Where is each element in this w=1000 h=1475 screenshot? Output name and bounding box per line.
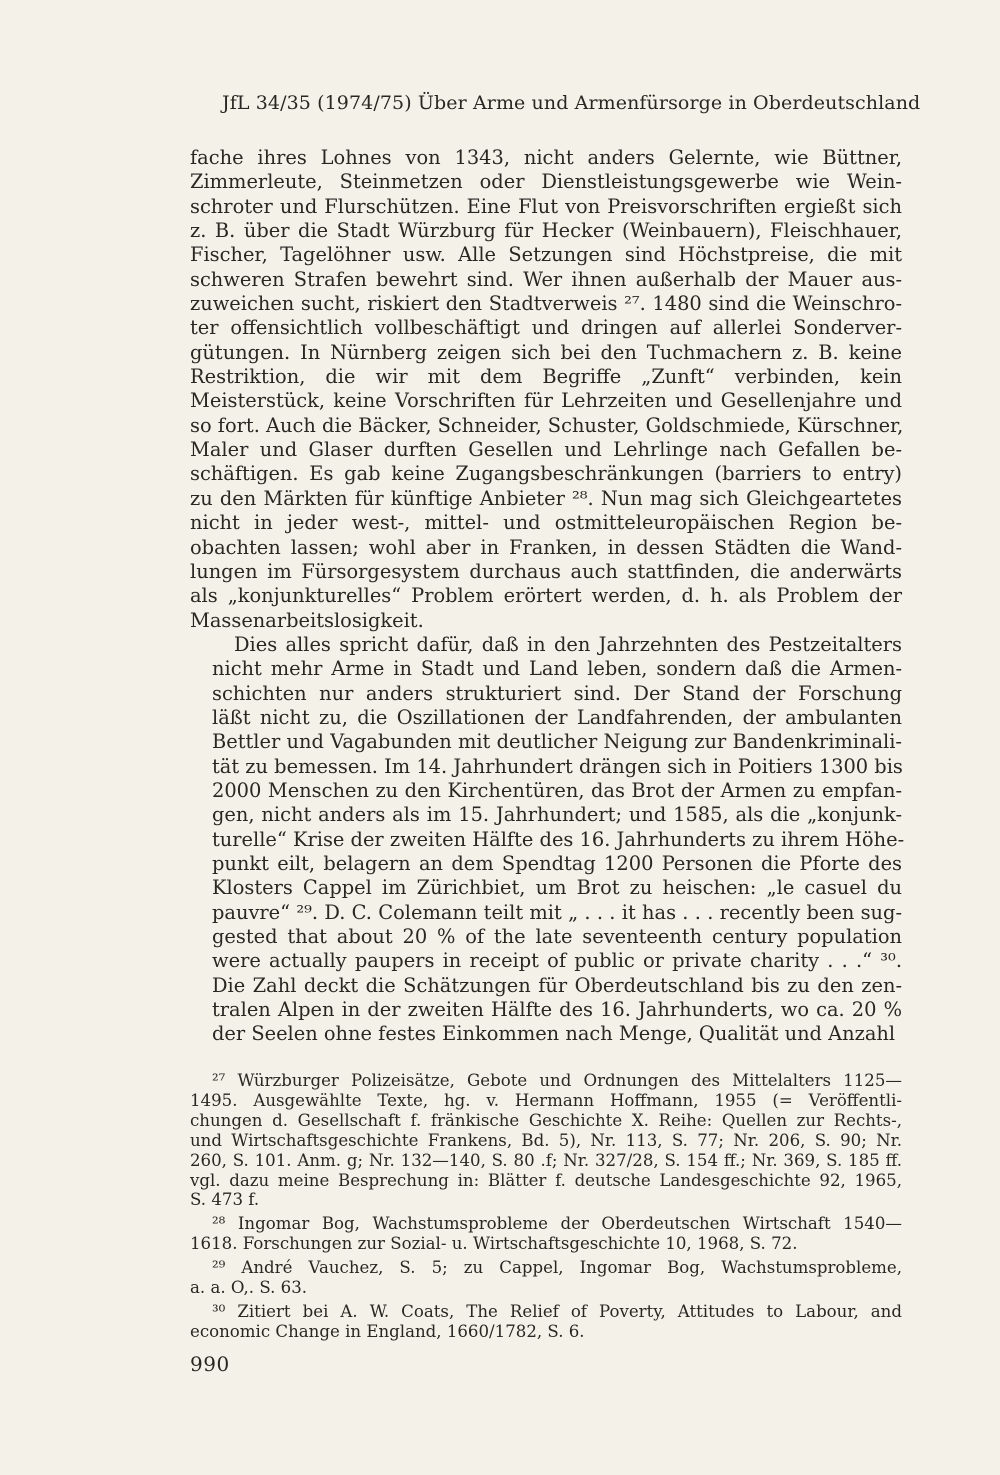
footnote-line: a. a. O,. S. 63. bbox=[190, 1278, 308, 1298]
paragraph-1-line: als „konjunkturelles“ Problem erörtert werden, d. h. als Problem der bbox=[190, 584, 902, 608]
paragraph-2-line: tät zu bemessen. Im 14. Jahrhundert drängen sich in Poitiers 1300 bis bbox=[212, 754, 903, 778]
paragraph-1-line: Fischer, Tagelöhner usw. Alle Setzungen sind Höchstpreise, die mit bbox=[190, 243, 902, 267]
paragraph-1-line: Meisterstück, keine Vorschriften für Lehrzeiten und Gesellenjahre und bbox=[190, 389, 902, 413]
footnote-27 bbox=[190, 1071, 902, 1210]
paragraph-2-line: were actually paupers in receipt of public or private charity . . .“ ³⁰. bbox=[212, 949, 902, 973]
paragraph-1-line: fache ihres Lohnes von 1343, nicht anders Gelernte, wie Büttner, bbox=[190, 146, 902, 169]
running-head: JfL 34/35 (1974/75) Über Arme und Armenfürsorge in Oberdeutschland bbox=[222, 92, 921, 114]
paragraph-1-line: Maler und Glaser durften Gesellen und Lehrlinge nach Gefallen be- bbox=[190, 438, 902, 462]
paragraph-1-line: schäftigen. Es gab keine Zugangsbeschränkungen (barriers to entry) bbox=[190, 462, 902, 486]
paragraph-1-line: schroter und Flurschützen. Eine Flut von Preisvorschriften ergießt sich bbox=[190, 194, 902, 218]
footnote-line: ²⁷ Würzburger Polizeisätze, Gebote und Ordnungen des Mittelalters 1125— bbox=[212, 1071, 902, 1090]
paragraph-2-line: Dies alles spricht dafür, daß in den Jahrzehnten des Pestzeitalters bbox=[234, 632, 902, 656]
paragraph-2-line: tralen Alpen in der zweiten Hälfte des 16. Jahrhunderts, wo ca. 20 % bbox=[212, 998, 902, 1022]
paragraph-2 bbox=[190, 632, 905, 1047]
paragraph-2-line: schichten nur anders strukturiert sind. Der Stand der Forschung bbox=[212, 681, 902, 705]
footnote-line: 1495. Ausgewählte Texte, hg. v. Hermann Hoffmann, 1955 (= Veröffentli- bbox=[190, 1090, 902, 1110]
paragraph-1-line: gütungen. In Nürnberg zeigen sich bei den Tuchmachern z. B. keine bbox=[190, 340, 902, 364]
page-number: 990 bbox=[190, 1352, 230, 1376]
paragraph-2-line: gen, nicht anders als im 15. Jahrhundert; und 1585, als die „konjunk- bbox=[212, 803, 902, 827]
footnote-line: 260, S. 101. Anm. g; Nr. 132—140, S. 80 .f; Nr. 327/28, S. 154 ff.; Nr. 369, S. 185 ff. bbox=[190, 1150, 902, 1170]
paragraph-1-line: zuweichen sucht, riskiert den Stadtverweis ²⁷. 1480 sind die Weinschro- bbox=[190, 292, 902, 316]
footnote-line: economic Change in England, 1660/1782, S. 6. bbox=[190, 1321, 585, 1341]
footnotes bbox=[190, 1071, 902, 1346]
paragraph-2-line: Bettler und Vagabunden mit deutlicher Neigung zur Bandenkriminali- bbox=[212, 730, 902, 754]
paragraph-2-line: pauvre“ ²⁹. D. C. Colemann teilt mit „ . . . it has . . . recently been sug- bbox=[212, 900, 902, 924]
paragraph-2-line: Die Zahl deckt die Schätzungen für Oberdeutschland bis zu den zen- bbox=[212, 973, 902, 997]
paragraph-1-line: zu den Märkten für künftige Anbieter ²⁸. Nun mag sich Gleichgeartetes bbox=[190, 486, 902, 510]
footnote-29 bbox=[190, 1258, 902, 1298]
paragraph-2-line: der Seelen ohne festes Einkommen nach Menge, Qualität und Anzahl bbox=[212, 1022, 896, 1046]
footnote-line: vgl. dazu meine Besprechung in: Blätter f. deutsche Landesgeschichte 92, 1965, bbox=[190, 1170, 902, 1190]
paragraph-2-line: 2000 Menschen zu den Kirchentüren, das Brot der Armen zu empfan- bbox=[212, 778, 902, 802]
paragraph-2-line: läßt nicht zu, die Oszillationen der Landfahrenden, der ambulanten bbox=[212, 705, 902, 729]
paragraph-2-line: gested that about 20 % of the late seventeenth century population bbox=[212, 925, 902, 948]
paragraph-1-line: obachten lassen; wohl aber in Franken, in dessen Städten die Wand- bbox=[190, 535, 902, 559]
paragraph-1-line: Zimmerleute, Steinmetzen oder Dienstleistungsgewerbe wie Wein- bbox=[190, 170, 902, 194]
paragraph-1 bbox=[190, 146, 902, 633]
footnote-30 bbox=[190, 1302, 902, 1342]
paragraph-1-line: z. B. über die Stadt Würzburg für Hecker (Weinbauern), Fleischhauer, bbox=[190, 219, 902, 243]
paragraph-1-line: so fort. Auch die Bäcker, Schneider, Schuster, Goldschmiede, Kürschner, bbox=[190, 413, 904, 437]
body-text bbox=[190, 146, 905, 1047]
footnote-line: ²⁸ Ingomar Bog, Wachstumsprobleme der Oberdeutschen Wirtschaft 1540— bbox=[212, 1214, 902, 1234]
paragraph-1-line: nicht in jeder west-, mittel- und ostmitteleuropäischen Region be- bbox=[190, 511, 902, 535]
footnote-line: chungen d. Gesellschaft f. fränkische Geschichte X. Reihe: Quellen zur Rechts-, bbox=[190, 1110, 902, 1130]
footnote-line: S. 473 f. bbox=[190, 1190, 260, 1210]
paragraph-1-line: Massenarbeitslosigkeit. bbox=[190, 608, 424, 632]
footnote-line: und Wirtschaftsgeschichte Frankens, Bd. 5), Nr. 113, S. 77; Nr. 206, S. 90; Nr. bbox=[190, 1130, 902, 1150]
paragraph-2-line: nicht mehr Arme in Stadt und Land leben, sondern daß die Armen- bbox=[212, 657, 902, 681]
footnote-line: ²⁹ André Vauchez, S. 5; zu Cappel, Ingomar Bog, Wachstumsprobleme, bbox=[212, 1258, 902, 1278]
paragraph-1-line: ter offensichtlich vollbeschäftigt und dringen auf allerlei Sonderver- bbox=[190, 316, 902, 340]
paragraph-2-line: Klosters Cappel im Zürichbiet, um Brot zu heischen: „le casuel du bbox=[212, 876, 902, 900]
footnote-line: ³⁰ Zitiert bei A. W. Coats, The Relief of Poverty, Attitudes to Labour, and bbox=[212, 1301, 902, 1321]
paragraph-1-line: schweren Strafen bewehrt sind. Wer ihnen außerhalb der Mauer aus- bbox=[190, 267, 902, 291]
footnote-28 bbox=[190, 1214, 902, 1254]
paragraph-2-line: turelle“ Krise der zweiten Hälfte des 16. Jahrhunderts zu ihrem Höhe- bbox=[212, 827, 905, 851]
paragraph-1-line: Restriktion, die wir mit dem Begriffe „Zunft“ verbinden, kein bbox=[190, 365, 902, 389]
footnote-line: 1618. Forschungen zur Sozial- u. Wirtschaftsgeschichte 10, 1968, S. 72. bbox=[190, 1234, 798, 1254]
paragraph-2-line: punkt eilt, belagern an dem Spendtag 1200 Personen die Pforte des bbox=[212, 851, 902, 875]
paragraph-1-line: lungen im Fürsorgesystem durchaus auch stattfinden, die anderwärts bbox=[190, 559, 902, 583]
